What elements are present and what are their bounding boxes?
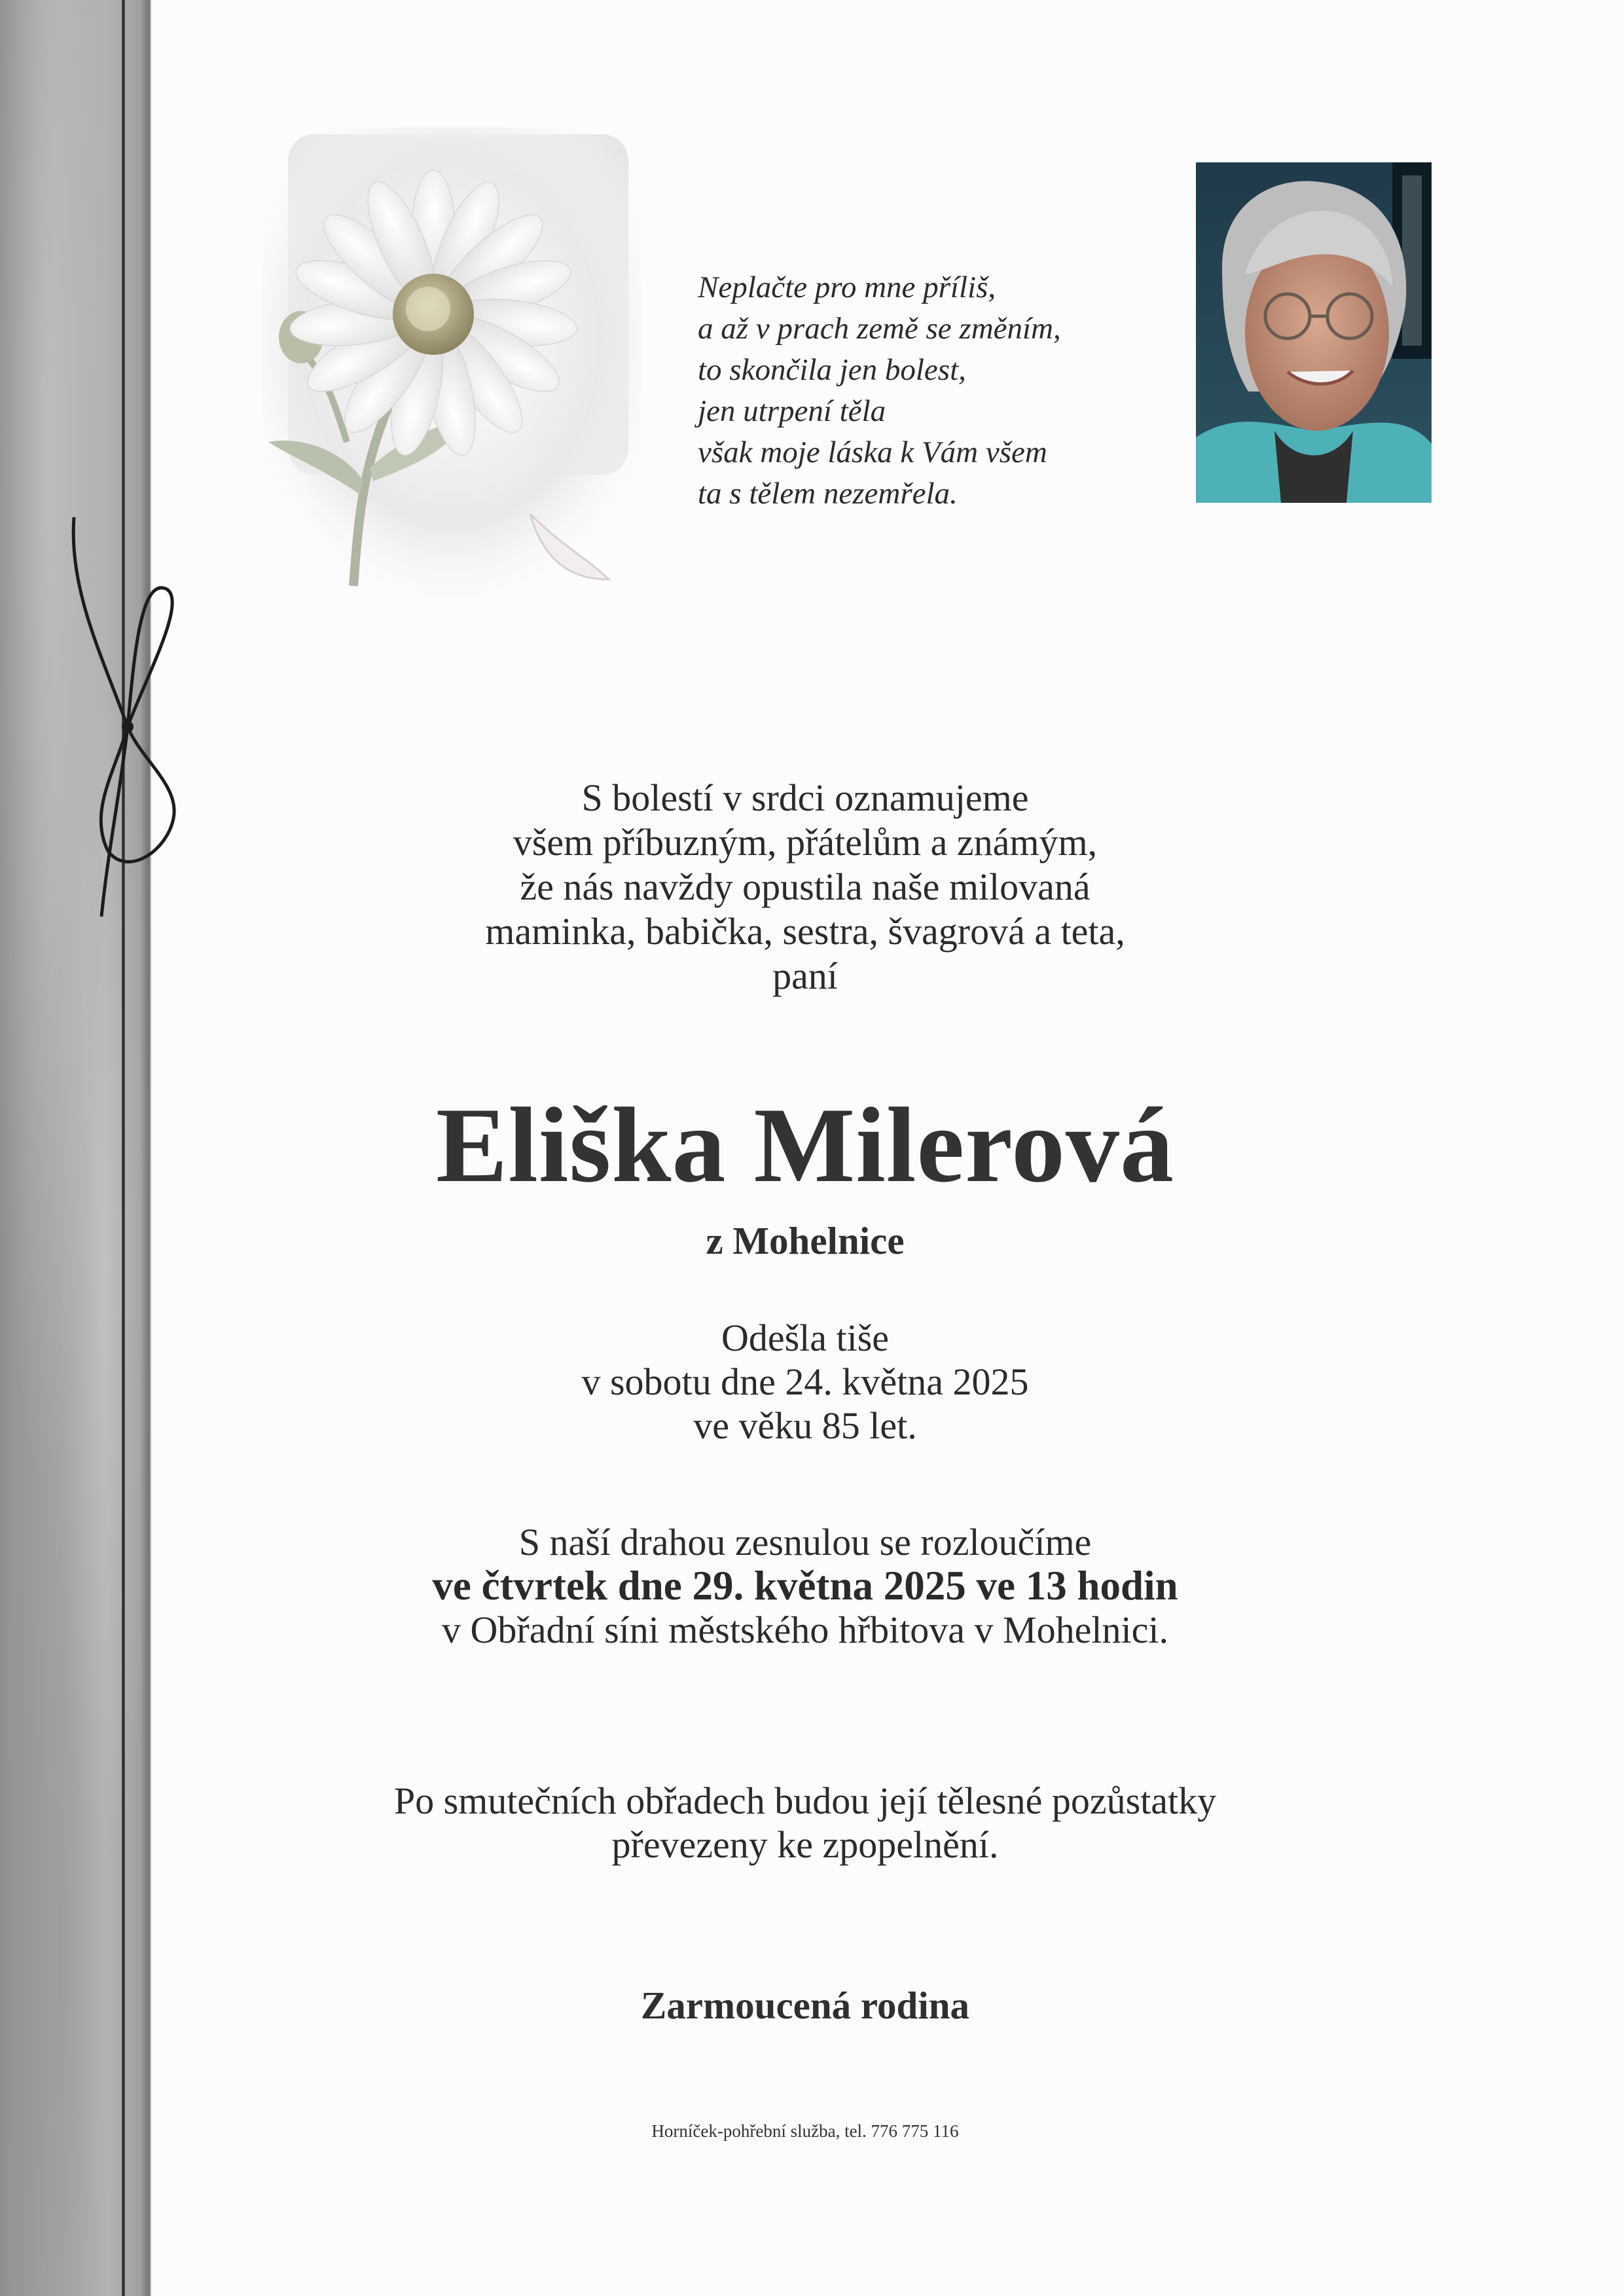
poem-line: ta s tělem nezemřela. (698, 477, 958, 511)
poem-line: a až v prach země se změním, (698, 312, 1061, 346)
after-ceremony-note (295, 1779, 1316, 1867)
marbled-side-band (0, 0, 151, 2296)
death-details (295, 1316, 1316, 1448)
death-line: Odešla tiše (721, 1317, 890, 1359)
announcement-line: S bolestí v srdci oznamujeme (581, 776, 1029, 819)
ribbon-bow-icon (62, 511, 193, 930)
portrait-photo (1196, 162, 1432, 503)
funeral-datetime: ve čtvrtek dne 29. května 2025 ve 13 hodin (432, 1563, 1178, 1609)
after-ceremony-line: Po smutečních obřadech budou její tělesné pozůstatky (393, 1779, 1217, 1822)
funeral-place: v Obřadní síni městského hřbitova v Mohelnici. (442, 1609, 1168, 1651)
funeral-details (295, 1520, 1316, 1652)
announcement-text (295, 776, 1316, 998)
announcement-line: že nás navždy opustila naše milovaná (520, 866, 1091, 908)
memorial-poem (698, 267, 1169, 515)
poem-line: však moje láska k Vám všem (698, 435, 1047, 469)
deceased-origin: z Mohelnice (706, 1219, 905, 1262)
funeral-service-footer: Horníček-pohřební služba, tel. 776 775 116 (651, 2121, 959, 2141)
announcement-line: všem příbuzným, přátelům a známým, (513, 821, 1098, 864)
family-signature: Zarmoucená rodina (640, 1984, 970, 2027)
death-line: v sobotu dne 24. května 2025 (581, 1360, 1029, 1403)
daisy-illustration (262, 128, 641, 599)
poem-line: jen utrpení těla (698, 394, 886, 428)
announcement-line: maminka, babička, sestra, švagrová a teta, (485, 910, 1125, 953)
poem-line: Neplačte pro mne příliš, (698, 270, 996, 304)
announcement-line: paní (772, 955, 838, 997)
funeral-intro: S naší drahou zesnulou se rozloučíme (518, 1521, 1092, 1563)
poem-line: to skončila jen bolest, (698, 353, 966, 387)
death-line: ve věku 85 let. (693, 1404, 917, 1447)
side-band-shadow (140, 0, 152, 2296)
after-ceremony-line: převezeny ke zpopelnění. (611, 1823, 999, 1866)
ribbon-cord (122, 0, 125, 2296)
deceased-name: Eliška Milerová (435, 1086, 1175, 1205)
